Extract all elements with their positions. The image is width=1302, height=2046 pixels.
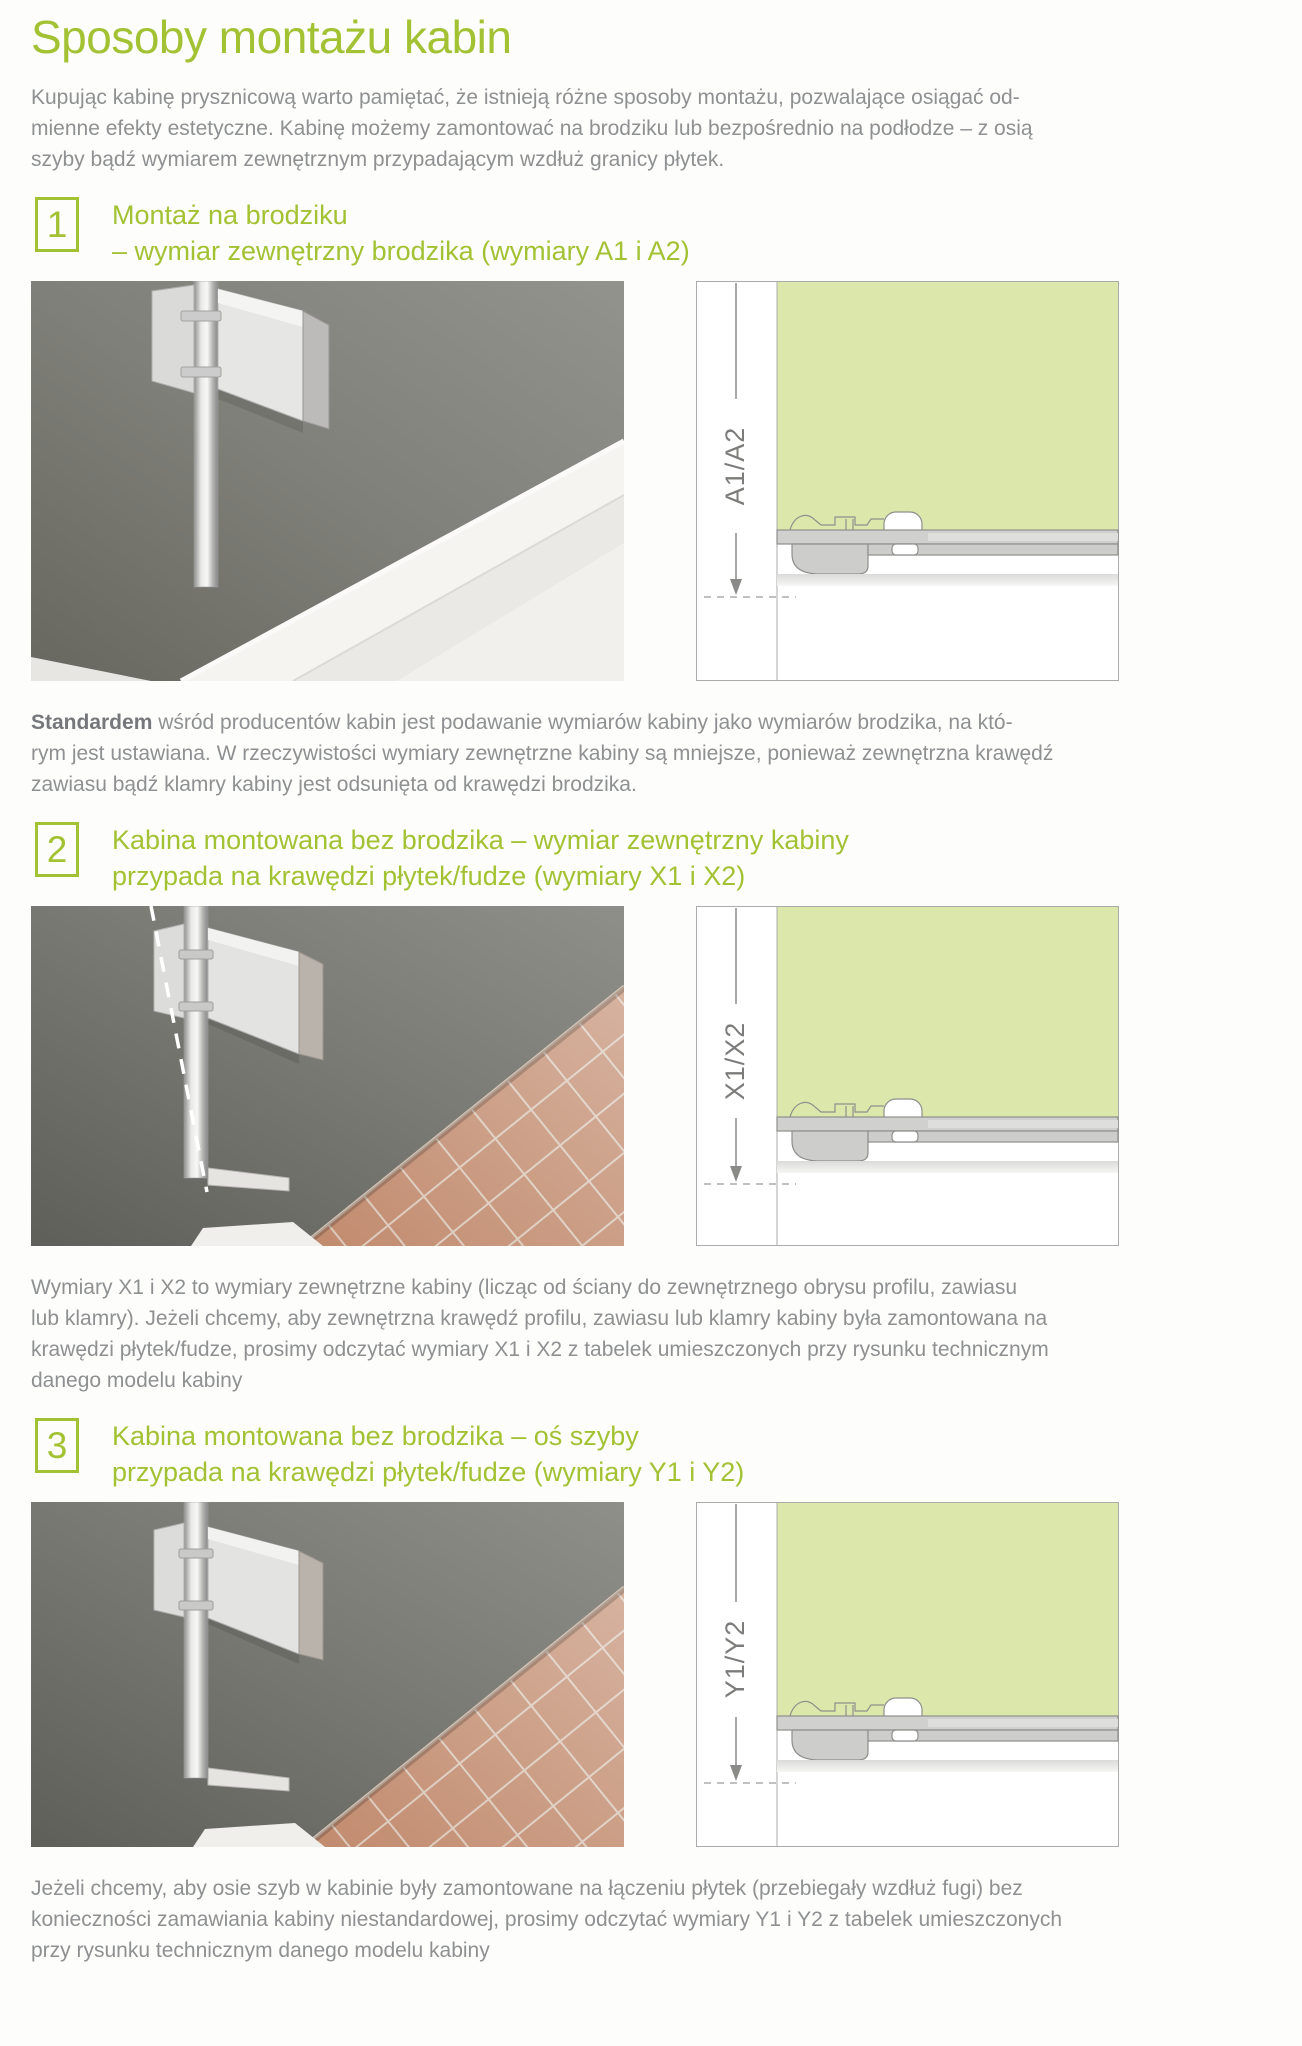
intro-line: szyby bądź wymiarem zewnętrznym przypadającym wzdłuż granicy płytek. [31,148,725,171]
section-2-images [31,906,1271,1246]
technical-diagram-y1-y2 [696,1502,1119,1847]
glass-area [777,282,1118,530]
section-1-number-box [35,197,79,252]
paragraph-line: przy rysunku technicznym danego modelu kabiny [31,1939,490,1962]
technical-diagram-a1-a2 [696,281,1119,681]
section-1-paragraph [31,707,1271,800]
section-number: 2 [46,828,68,870]
section-2-heading [112,822,849,894]
section-3-header [31,1418,1271,1490]
paragraph-line: rym jest ustawiana. W rzeczywistości wymiary zewnętrzne kabiny są mniejsze, ponieważ zewnętrzna krawędź [31,742,1054,765]
section-3-number-box [35,1418,79,1473]
heading-line: Montaż na brodziku [112,200,348,230]
paragraph-lead: Standardem [31,711,153,734]
intro-paragraph [31,82,1271,175]
section-2-paragraph [31,1272,1271,1396]
paragraph-line: lub klamry). Jeżeli chcemy, aby zewnętrzna krawędź profilu, zawiasu lub klamry kabiny była zamontowana na [31,1307,1048,1330]
paragraph-line: danego modelu kabiny [31,1369,243,1392]
paragraph-line: konieczności zamawiania kabiny niestandardowej, prosimy odczytać wymiary Y1 i Y2 z tabelek umieszczonych [31,1908,1063,1931]
section-1-images [31,281,1271,681]
section-1-header [31,197,1271,269]
glass-area [777,1503,1118,1716]
section-number: 3 [46,1424,68,1466]
paragraph-line: krawędzi płytek/fudze, prosimy odczytać wymiary X1 i X2 z tabelek umieszczonych przy rysunku technicznym [31,1338,1049,1361]
paragraph-line: Jeżeli chcemy, aby osie szyb w kabinie były zamontowane na łączeniu płytek (przebiegały wzdłuż fugi) bez [31,1877,1023,1900]
paragraph-line: Wymiary X1 i X2 to wymiary zewnętrzne kabiny (licząc od ściany do zewnętrznego obrysu profilu, zawiasu [31,1276,1018,1299]
section-2-header [31,822,1271,894]
photo-hinge-on-tiles-dashed [31,906,624,1246]
heading-line: przypada na krawędzi płytek/fudze (wymiary X1 i X2) [112,861,746,891]
section-3-images [31,1502,1271,1847]
section-2-number-box [35,822,79,877]
photo-hinge-on-tiles [31,1502,624,1847]
intro-line: mienne efekty estetyczne. Kabinę możemy zamontować na brodziku lub bezpośrednio na podłodze – z osią [31,117,1033,140]
paragraph-line: zawiasu bądź klamry kabiny jest odsunięta od krawędzi brodzika. [31,773,637,796]
technical-diagram-x1-x2 [696,906,1119,1246]
section-1-heading [112,197,690,269]
heading-line: Kabina montowana bez brodzika – oś szyby [112,1421,639,1451]
heading-line: – wymiar zewnętrzny brodzika (wymiary A1 i A2) [112,236,690,266]
photo-hinge-on-shower-tray [31,281,624,681]
dimension-label: Y1/Y2 [720,1619,750,1699]
heading-line: przypada na krawędzi płytek/fudze (wymiary Y1 i Y2) [112,1457,745,1487]
section-3-heading [112,1418,744,1490]
glass-area [777,907,1118,1117]
page-title: Sposoby montażu kabin [31,11,512,63]
dimension-label: X1/X2 [720,1021,750,1101]
dimension-label: A1/A2 [720,426,750,506]
section-number: 1 [46,203,68,245]
paragraph-line: Standardem wśród producentów kabin jest podawanie wymiarów kabiny jako wymiarów brodzika, na któ- [31,711,1013,734]
intro-line: Kupując kabinę prysznicową warto pamiętać, że istnieją różne sposoby montażu, pozwalające osiągać od- [31,86,1020,109]
section-3-paragraph [31,1873,1271,1966]
heading-line: Kabina montowana bez brodzika – wymiar zewnętrzny kabiny [112,825,849,855]
